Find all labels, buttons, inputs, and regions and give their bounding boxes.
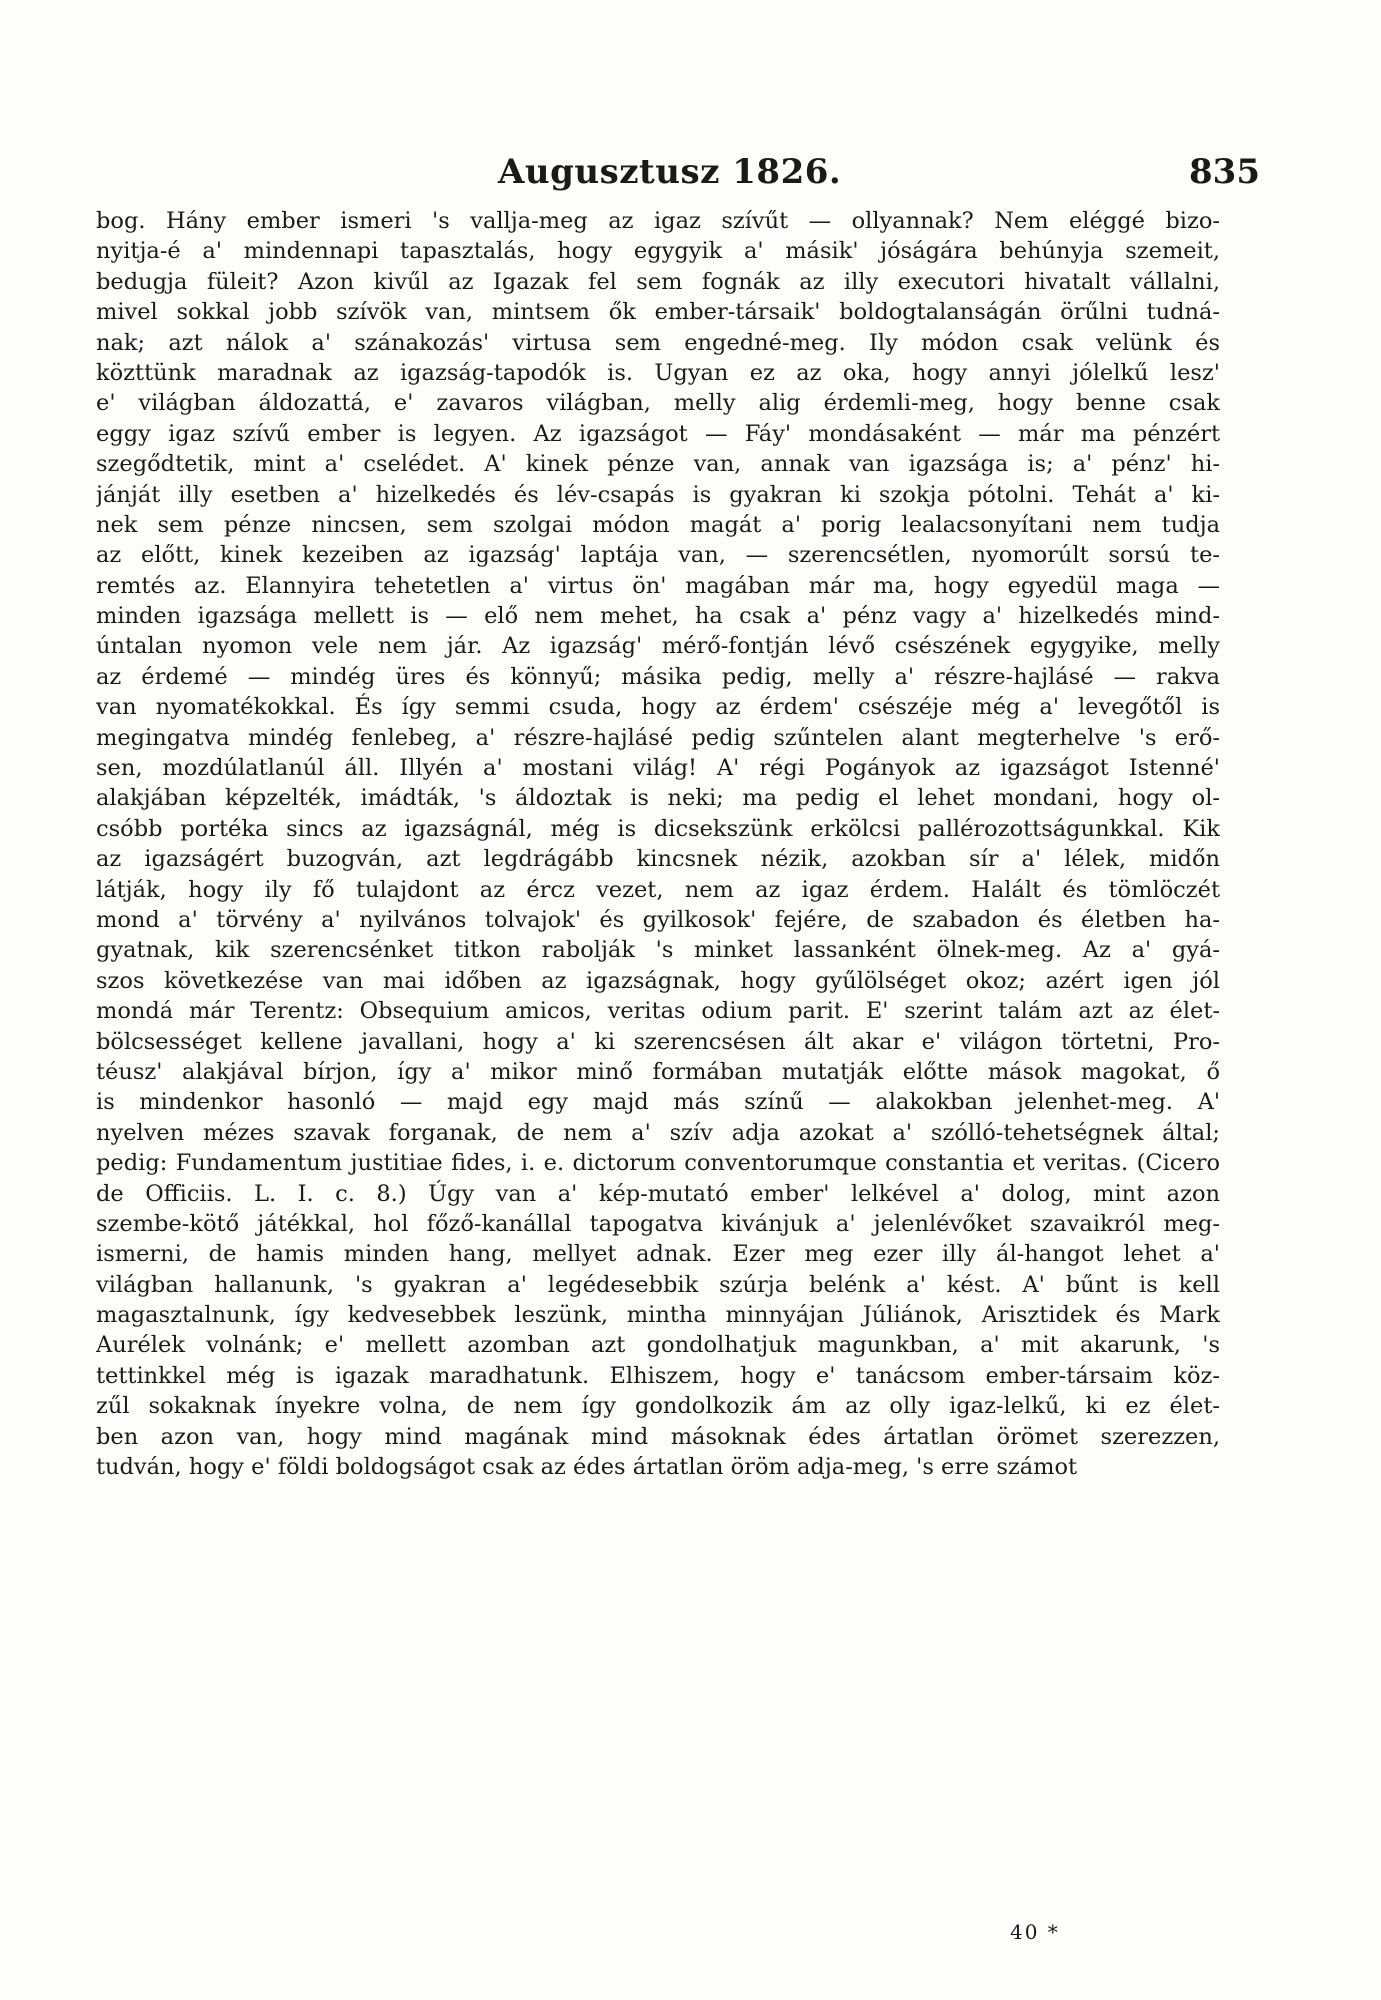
text-line: bog. Hány ember ismeri 's vallja-meg az igaz szívűt — ollyannak? Nem eléggé bizo- bbox=[96, 208, 1220, 234]
text-line: nek sem pénze nincsen, sem szolgai módon magát a' porig lealacsonyítani nem tudja bbox=[96, 511, 1220, 538]
page-header bbox=[100, 152, 1260, 202]
signature-mark: 40 * bbox=[1010, 1920, 1060, 1944]
text-line: tudván, hogy e' földi boldogságot csak az édes ártatlan öröm adja-meg, 's erre számot bbox=[96, 1454, 1078, 1481]
text-line: úntalan nyomon vele nem jár. Az igazság' mérő-fontján lévő csészének egygyike, melly bbox=[96, 633, 1220, 660]
text-line: téusz' alakjával bírjon, így a' mikor minő formában mutatják előtte mások magokat, ő bbox=[96, 1058, 1220, 1085]
text-line: magasztalnunk, így kedvesebbek leszünk, mintha minnyájan Júliánok, Arisztidek és Mark bbox=[96, 1302, 1220, 1329]
text-line: ismerni, de hamis minden hang, mellyet adnak. Ezer meg ezer illy ál-hangot lehet a' bbox=[96, 1241, 1220, 1268]
text-line: világban hallanunk, 's gyakran a' legédesebbik szúrja belénk a' kést. A' bűnt is kell bbox=[96, 1271, 1220, 1298]
text-line: mondá már Terentz: Obsequium amicos, veritas odium parit. E' szerint talám azt az élet- bbox=[96, 998, 1220, 1025]
text-line: jánját illy esetben a' hizelkedés és lév-csapás is gyakran ki szokja pótolni. Tehát a' ki- bbox=[96, 481, 1220, 508]
text-line: ben azon van, hogy mind magának mind másoknak édes ártatlan örömet szerezzen, bbox=[96, 1423, 1220, 1450]
text-line: e' világban áldozattá, e' zavaros világban, melly alig érdemli-meg, hogy benne csak bbox=[96, 390, 1220, 417]
text-line: mond a' törvény a' nyilvános tolvajok' és gyilkosok' fejére, de szabadon és életben ha- bbox=[96, 906, 1220, 933]
text-line: pedig: Fundamentum justitiae fides, i. e. dictorum conventorumque constantia et veritas. (Cicero bbox=[96, 1150, 1220, 1177]
text-line: is mindenkor hasonló — majd egy majd más színű — alakokban jelenhet-meg. A' bbox=[96, 1089, 1220, 1116]
text-line: gyatnak, kik szerencsénket titkon rabolják 's minket lassanként ölnek-meg. Az a' gyá- bbox=[96, 937, 1220, 964]
text-line: nyitja-é a' mindennapi tapasztalás, hogy egygyik a' másik' jóságára behúnyja szemeit, bbox=[96, 238, 1220, 265]
text-line: eggy igaz szívű ember is legyen. Az igazságot — Fáy' mondásaként — már ma pénzért bbox=[96, 420, 1220, 447]
text-line: remtés az. Elannyira tehetetlen a' virtus ön' magában már ma, hogy egyedül maga — bbox=[96, 572, 1220, 599]
page-number: 835 bbox=[1189, 152, 1260, 192]
text-line: alakjában képzelték, imádták, 's áldoztak is neki; ma pedig el lehet mondani, hogy ol- bbox=[96, 785, 1220, 812]
text-line: minden igazsága mellett is — elő nem mehet, ha csak a' pénz vagy a' hizelkedés mind- bbox=[96, 603, 1220, 630]
text-line: az előtt, kinek kezeiben az igazság' laptája van, — szerencsétlen, nyomorúlt sorsú te- bbox=[96, 542, 1220, 569]
text-line: van nyomatékokkal. És így semmi csuda, hogy az érdem' csészéje még a' levegőtől is bbox=[96, 694, 1220, 721]
text-line: zűl sokaknak ínyekre volna, de nem így gondolkozik ám az olly igaz-lelkű, ki ez élet- bbox=[96, 1393, 1220, 1420]
text-line: közttünk maradnak az igazság-tapodók is. Ugyan ez az oka, hogy annyi jólelkű lesz' bbox=[96, 359, 1220, 386]
text-line: szegődtetik, mint a' cselédet. A' kinek pénze van, annak van igazsága is; a' pénz' hi- bbox=[96, 451, 1220, 478]
text-line: nyelven mézes szavak forganak, de nem a' szív adja azokat a' szólló-tehetségnek által; bbox=[96, 1119, 1220, 1146]
text-line: csóbb portéka sincs az igazságnál, még is dicsekszünk erkölcsi pallérozottságunkkal. Kik bbox=[96, 815, 1220, 842]
running-title: Augusztusz 1826. bbox=[498, 152, 842, 192]
text-line: mivel sokkal jobb szívök van, mintsem ők ember-társaik' boldogtalanságán örűlni tudná- bbox=[96, 299, 1220, 326]
text-line: sen, mozdúlatlanúl áll. Illyén a' mostani világ! A' régi Pogányok az igazságot Istenné' bbox=[96, 755, 1220, 782]
text-line: nak; azt nálok a' szánakozás' virtusa sem engedné-meg. Ily módon csak velünk és bbox=[96, 329, 1220, 356]
text-line: bölcsességet kellene javallani, hogy a' ki szerencsésen ált akar e' világon törtetni, Pro- bbox=[96, 1028, 1220, 1055]
text-line: de Officiis. L. I. c. 8.) Úgy van a' kép-mutató ember' lelkével a' dolog, mint azon bbox=[96, 1180, 1220, 1207]
text-line: tettinkkel még is igazak maradhatunk. Elhiszem, hogy e' tanácsom ember-társaim köz- bbox=[96, 1362, 1220, 1389]
text-line: Aurélek volnánk; e' mellett azomban azt gondolhatjuk magunkban, a' mit akarunk, 's bbox=[96, 1332, 1220, 1359]
text-line: az igazságért buzogván, azt legdrágább kincsnek nézik, azokban sír a' lélek, midőn bbox=[96, 846, 1220, 873]
text-line: az érdemé — mindég üres és könnyű; másika pedig, melly a' részre-hajlásé — rakva bbox=[96, 663, 1220, 690]
text-line: szembe-kötő játékkal, hol főző-kanállal tapogatva kivánjuk a' jelenlévőket szavaikról meg- bbox=[96, 1210, 1220, 1237]
text-line: bedugja füleit? Azon kivűl az Igazak fel sem fognák az illy executori hivatalt vállalni, bbox=[96, 268, 1220, 295]
body-text bbox=[96, 206, 1220, 1482]
text-line: megingatva mindég fenlebeg, a' részre-hajlásé pedig szűntelen alant megterhelve 's erő- bbox=[96, 724, 1220, 751]
text-line: szos következése van mai időben az igazságnak, hogy gyűlölséget okoz; azért igen jól bbox=[96, 967, 1220, 994]
text-line: látják, hogy ily fő tulajdont az ércz vezet, nem az igaz érdem. Halált és tömlöczét bbox=[96, 876, 1220, 903]
